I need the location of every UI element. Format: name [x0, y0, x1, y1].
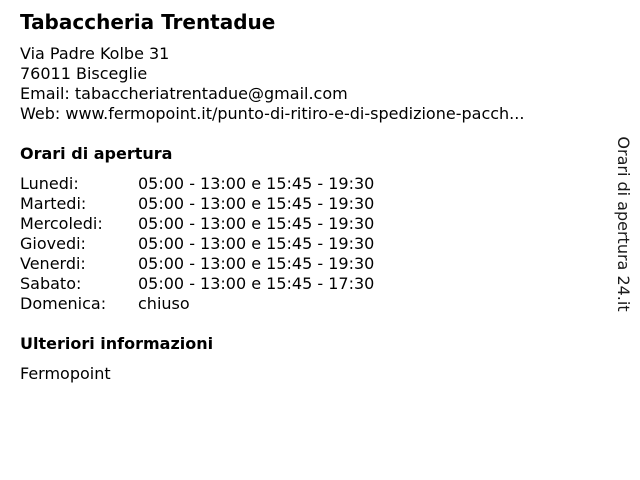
- web-line: Web: www.fermopoint.it/punto-di-ritiro-e-di-spedizione-pacch...: [20, 104, 525, 123]
- time-value: 05:00 - 13:00 e 15:45 - 19:30: [138, 174, 375, 193]
- email-line: Email: tabaccheriatrentadue@gmail.com: [20, 84, 348, 103]
- site-watermark: Orari di apertura 24.it: [614, 136, 633, 312]
- address-city: 76011 Bisceglie: [20, 64, 148, 83]
- day-label: Domenica:: [20, 294, 107, 313]
- business-name: Tabaccheria Trentadue: [20, 10, 276, 34]
- hours-heading: Orari di apertura: [20, 144, 173, 163]
- day-label: Giovedi:: [20, 234, 86, 253]
- day-label: Venerdi:: [20, 254, 86, 273]
- extra-info-heading: Ulteriori informazioni: [20, 334, 214, 353]
- time-value: 05:00 - 13:00 e 15:45 - 19:30: [138, 214, 375, 233]
- time-value: 05:00 - 13:00 e 15:45 - 17:30: [138, 274, 375, 293]
- day-label: Mercoledi:: [20, 214, 103, 233]
- time-value: 05:00 - 13:00 e 15:45 - 19:30: [138, 254, 375, 273]
- contact-info: [20, 44, 524, 124]
- day-label: Sabato:: [20, 274, 82, 293]
- time-value: 05:00 - 13:00 e 15:45 - 19:30: [138, 234, 375, 253]
- time-value: 05:00 - 13:00 e 15:45 - 19:30: [138, 194, 375, 213]
- time-value: chiuso: [138, 294, 190, 313]
- address-street: Via Padre Kolbe 31: [20, 44, 170, 63]
- extra-info-text: Fermopoint: [20, 364, 111, 383]
- day-label: Lunedi:: [20, 174, 79, 193]
- day-label: Martedi:: [20, 194, 87, 213]
